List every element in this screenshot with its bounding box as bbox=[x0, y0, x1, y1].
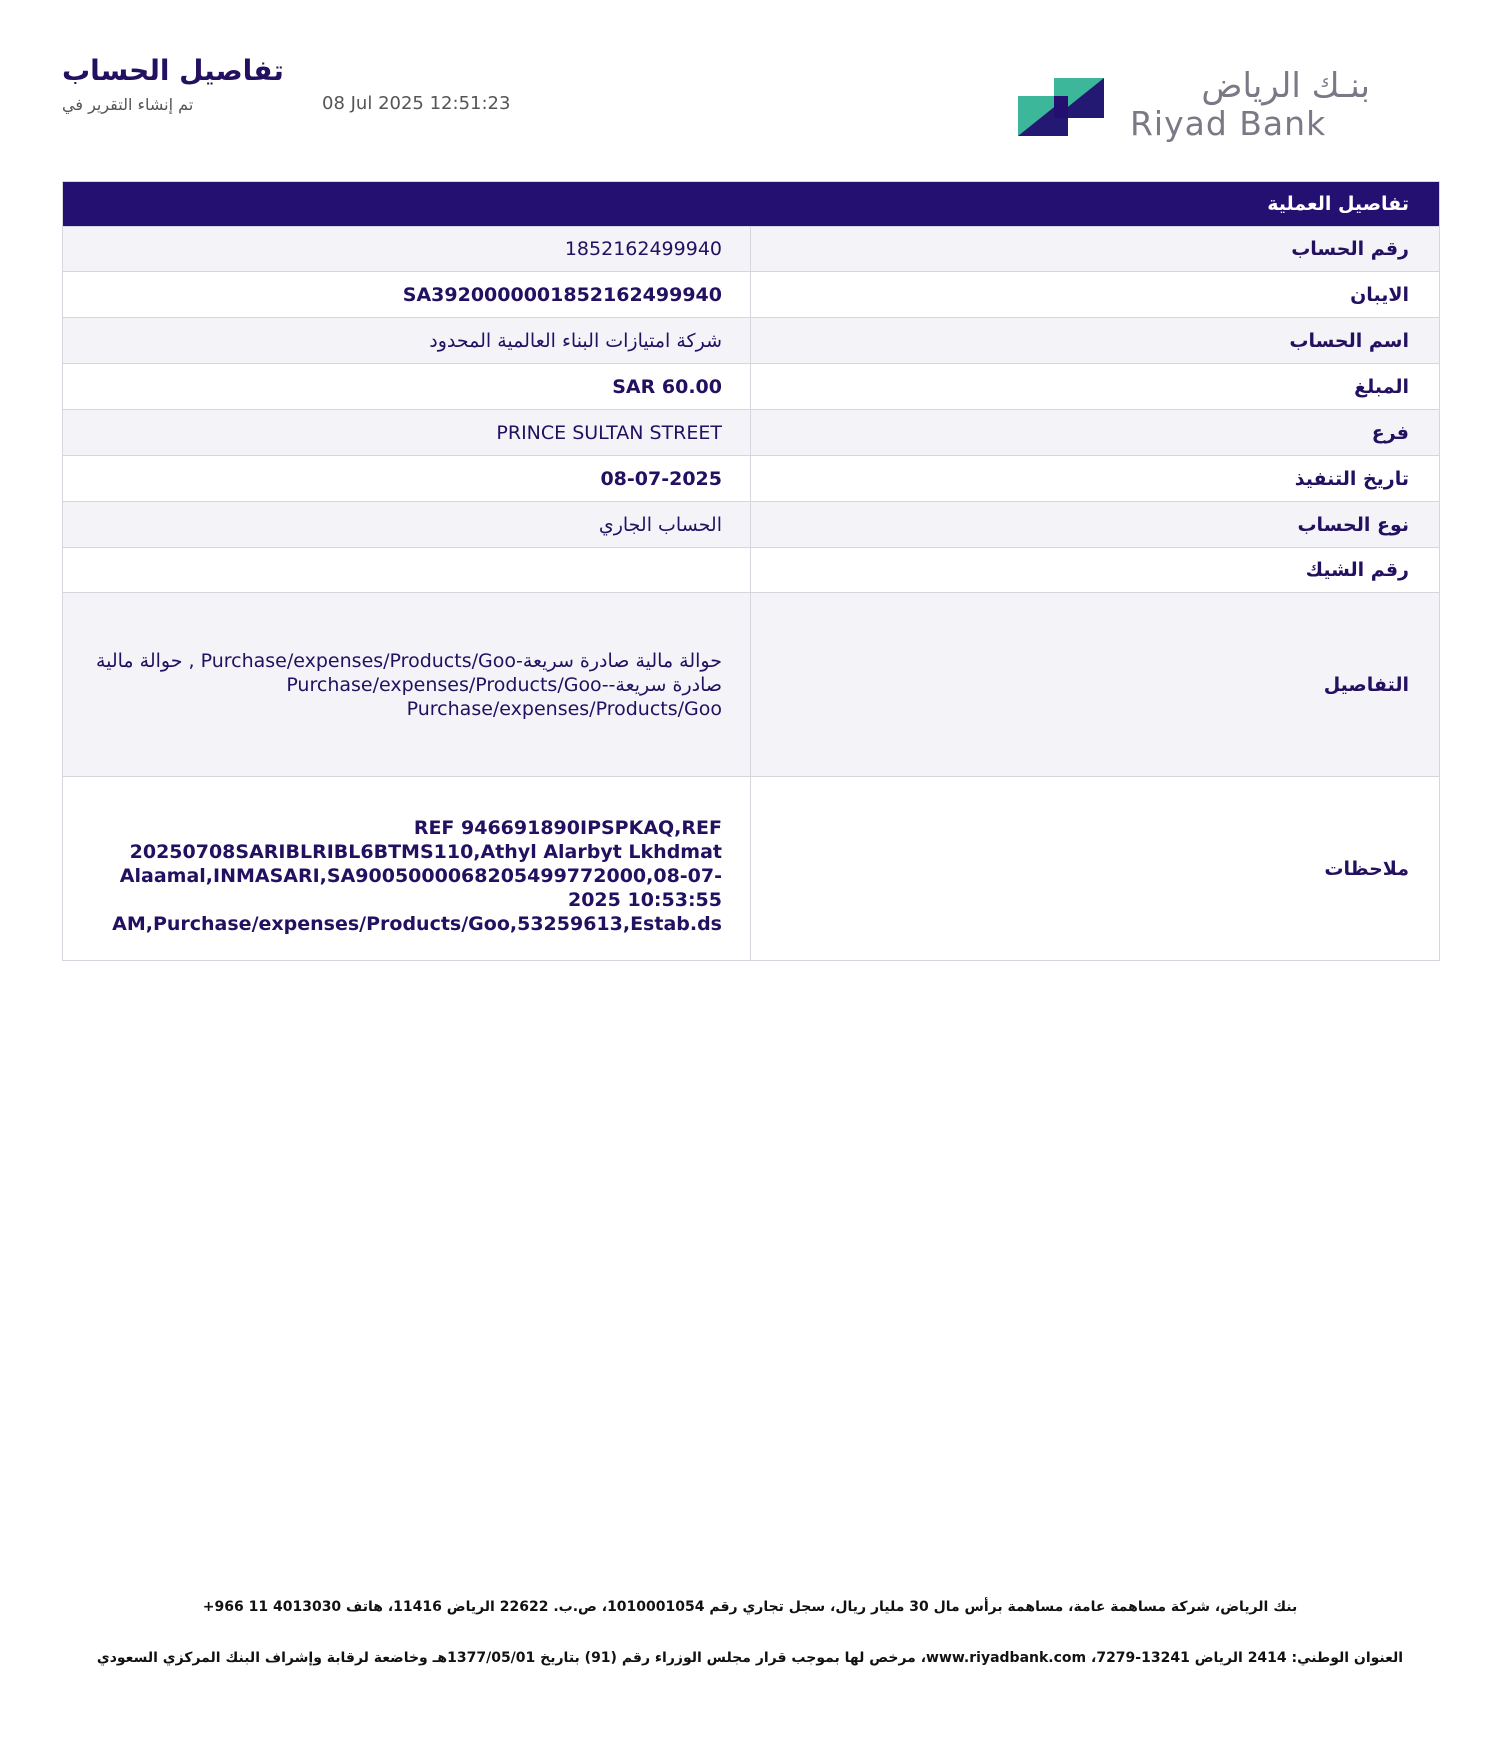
table-row bbox=[63, 547, 1439, 592]
row-label-account-type: نوع الحساب bbox=[750, 502, 1439, 547]
table-row bbox=[63, 409, 1439, 455]
row-value-details: حوالة مالية صادرة سريعة-Purchase/expenses/Products/Goo , حوالة مالية صادرة سريعة--Purchase/expenses/Products/Goo Purchase/expenses/Products/Goo bbox=[95, 649, 722, 720]
row-value-account-number: 1852162499940 bbox=[564, 238, 722, 260]
logo-arabic-text: بنـك الرياض bbox=[1201, 66, 1370, 106]
row-value-iban: SA3920000001852162499940 bbox=[402, 283, 722, 306]
table-row bbox=[63, 501, 1439, 547]
row-label-amount: المبلغ bbox=[750, 364, 1439, 409]
table-row bbox=[63, 226, 1439, 271]
table-row bbox=[63, 271, 1439, 317]
report-generated-label: تم إنشاء التقرير في bbox=[62, 95, 194, 114]
table-row bbox=[63, 317, 1439, 363]
row-value-cheque-number bbox=[63, 548, 750, 592]
row-value-amount: 60.00 SAR bbox=[612, 375, 722, 398]
row-label-cheque-number: رقم الشيك bbox=[750, 548, 1439, 592]
row-value-execution-date: 08-07-2025 bbox=[600, 467, 722, 490]
row-label-account-name: اسم الحساب bbox=[750, 318, 1439, 363]
page-title: تفاصيل الحساب bbox=[62, 54, 284, 87]
footer-address-info: العنوان الوطني: 2414 الرياض 13241-7279، www.riyadbank.com، مرخص لها بموجب قرار مجلس الوزراء رقم (91) بتاريخ 1377/05/01هـ وخاضعة لرقابة وإشراف البنك المركزي السعودي bbox=[96, 1650, 1404, 1666]
row-label-notes: ملاحظات bbox=[750, 777, 1439, 960]
row-label-execution-date: تاريخ التنفيذ bbox=[750, 456, 1439, 501]
report-generated-timestamp: 08 Jul 2025 12:51:23 bbox=[322, 93, 511, 114]
footer-company-info: بنك الرياض، شركة مساهمة عامة، مساهمة برأس مال 30 مليار ريال، سجل تجاري رقم 1010001054، ص.ب. 22622 الرياض 11416، هاتف 4013030 11 966+ bbox=[202, 1599, 1298, 1615]
table-row bbox=[63, 363, 1439, 409]
row-label-details: التفاصيل bbox=[750, 593, 1439, 776]
logo-english-text: Riyad Bank bbox=[1130, 104, 1327, 143]
row-value-notes: REF 946691890IPSPKAQ,REF 20250708SARIBLRIBL6BTMS110,Athyl Alarbyt Lkhdmat Alaamal,INMASARI,SA9005000068205499772000,08-07-2025 10:53:55 AM,Purchase/expenses/Products/Goo,53259613,Estab.ds bbox=[112, 816, 722, 935]
riyad-bank-logo-icon bbox=[1018, 78, 1104, 136]
row-label-account-number: رقم الحساب bbox=[750, 227, 1439, 271]
row-value-branch: PRINCE SULTAN STREET bbox=[496, 421, 722, 444]
row-value-account-name: شركة امتيازات البناء العالمية المحدود bbox=[429, 329, 722, 352]
table-row bbox=[63, 455, 1439, 501]
transaction-details-table bbox=[62, 181, 1440, 961]
table-heading: تفاصيل العملية bbox=[63, 182, 1439, 226]
table-row bbox=[63, 592, 1439, 776]
table-row bbox=[63, 776, 1439, 960]
riyad-bank-logo bbox=[1018, 66, 1378, 144]
row-label-branch: فرع bbox=[750, 410, 1439, 455]
row-label-iban: الايبان bbox=[750, 272, 1439, 317]
row-value-account-type: الحساب الجاري bbox=[598, 513, 722, 536]
